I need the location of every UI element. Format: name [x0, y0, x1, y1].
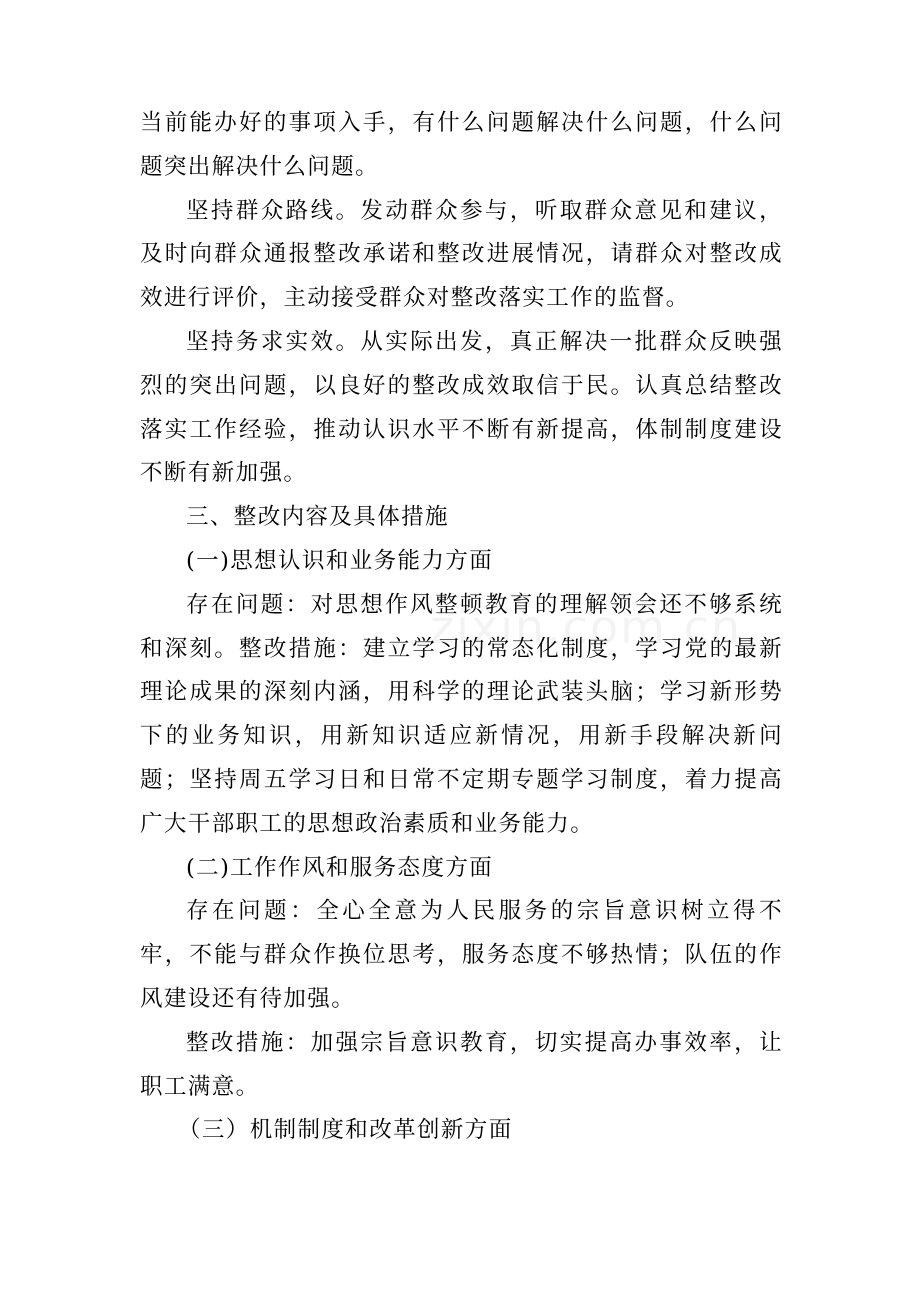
sub-heading-3: （三）机制制度和改革创新方面 — [178, 1117, 513, 1144]
section-heading-3: 三、整改内容及具体措施 — [186, 504, 449, 531]
paragraph-work-style-issues: 存在问题：全心全意为人民服务的宗旨意识树立得不牢，不能与群众作换位思考，服务态度不够热情；队伍的作风建设还有待加强。 — [140, 898, 783, 1012]
paragraph-continuation: 当前能办好的事项入手，有什么问题解决什么问题，什么问题突出解决什么问题。 — [140, 110, 783, 180]
paragraph-ideology-issues: 存在问题：对思想作风整顿教育的理解领会还不够系统和深刻。整改措施：建立学习的常态化制度，学习党的最新理论成果的深刻内涵，用科学的理论武装头脑；学习新形势下的业务知识，用新知识适应新情况，用新手段解决新问题；坚持周五学习日和日常不定期专题学习制度，着力提高广大干部职工的思想政治素质和业务能力。 — [140, 591, 783, 837]
paragraph-practical-results: 坚持务求实效。从实际出发，真正解决一批群众反映强烈的突出问题，以良好的整改成效取信于民。认真总结整改落实工作经验，推动认识水平不断有新提高，体制制度建设不断有新加强。 — [140, 328, 783, 487]
sub-heading-2: (二)工作作风和服务态度方面 — [186, 854, 494, 881]
paragraph-mass-line: 坚持群众路线。发动群众参与，听取群众意见和建议，及时向群众通报整改承诺和整改进展情况，请群众对整改成效进行评价，主动接受群众对整改落实工作的监督。 — [140, 197, 783, 312]
paragraph-rectification-measures: 整改措施：加强宗旨意识教育，切实提高办事效率，让职工满意。 — [140, 1029, 783, 1100]
sub-heading-1: (一)思想认识和业务能力方面 — [186, 547, 494, 574]
document-body — [140, 102, 783, 1153]
